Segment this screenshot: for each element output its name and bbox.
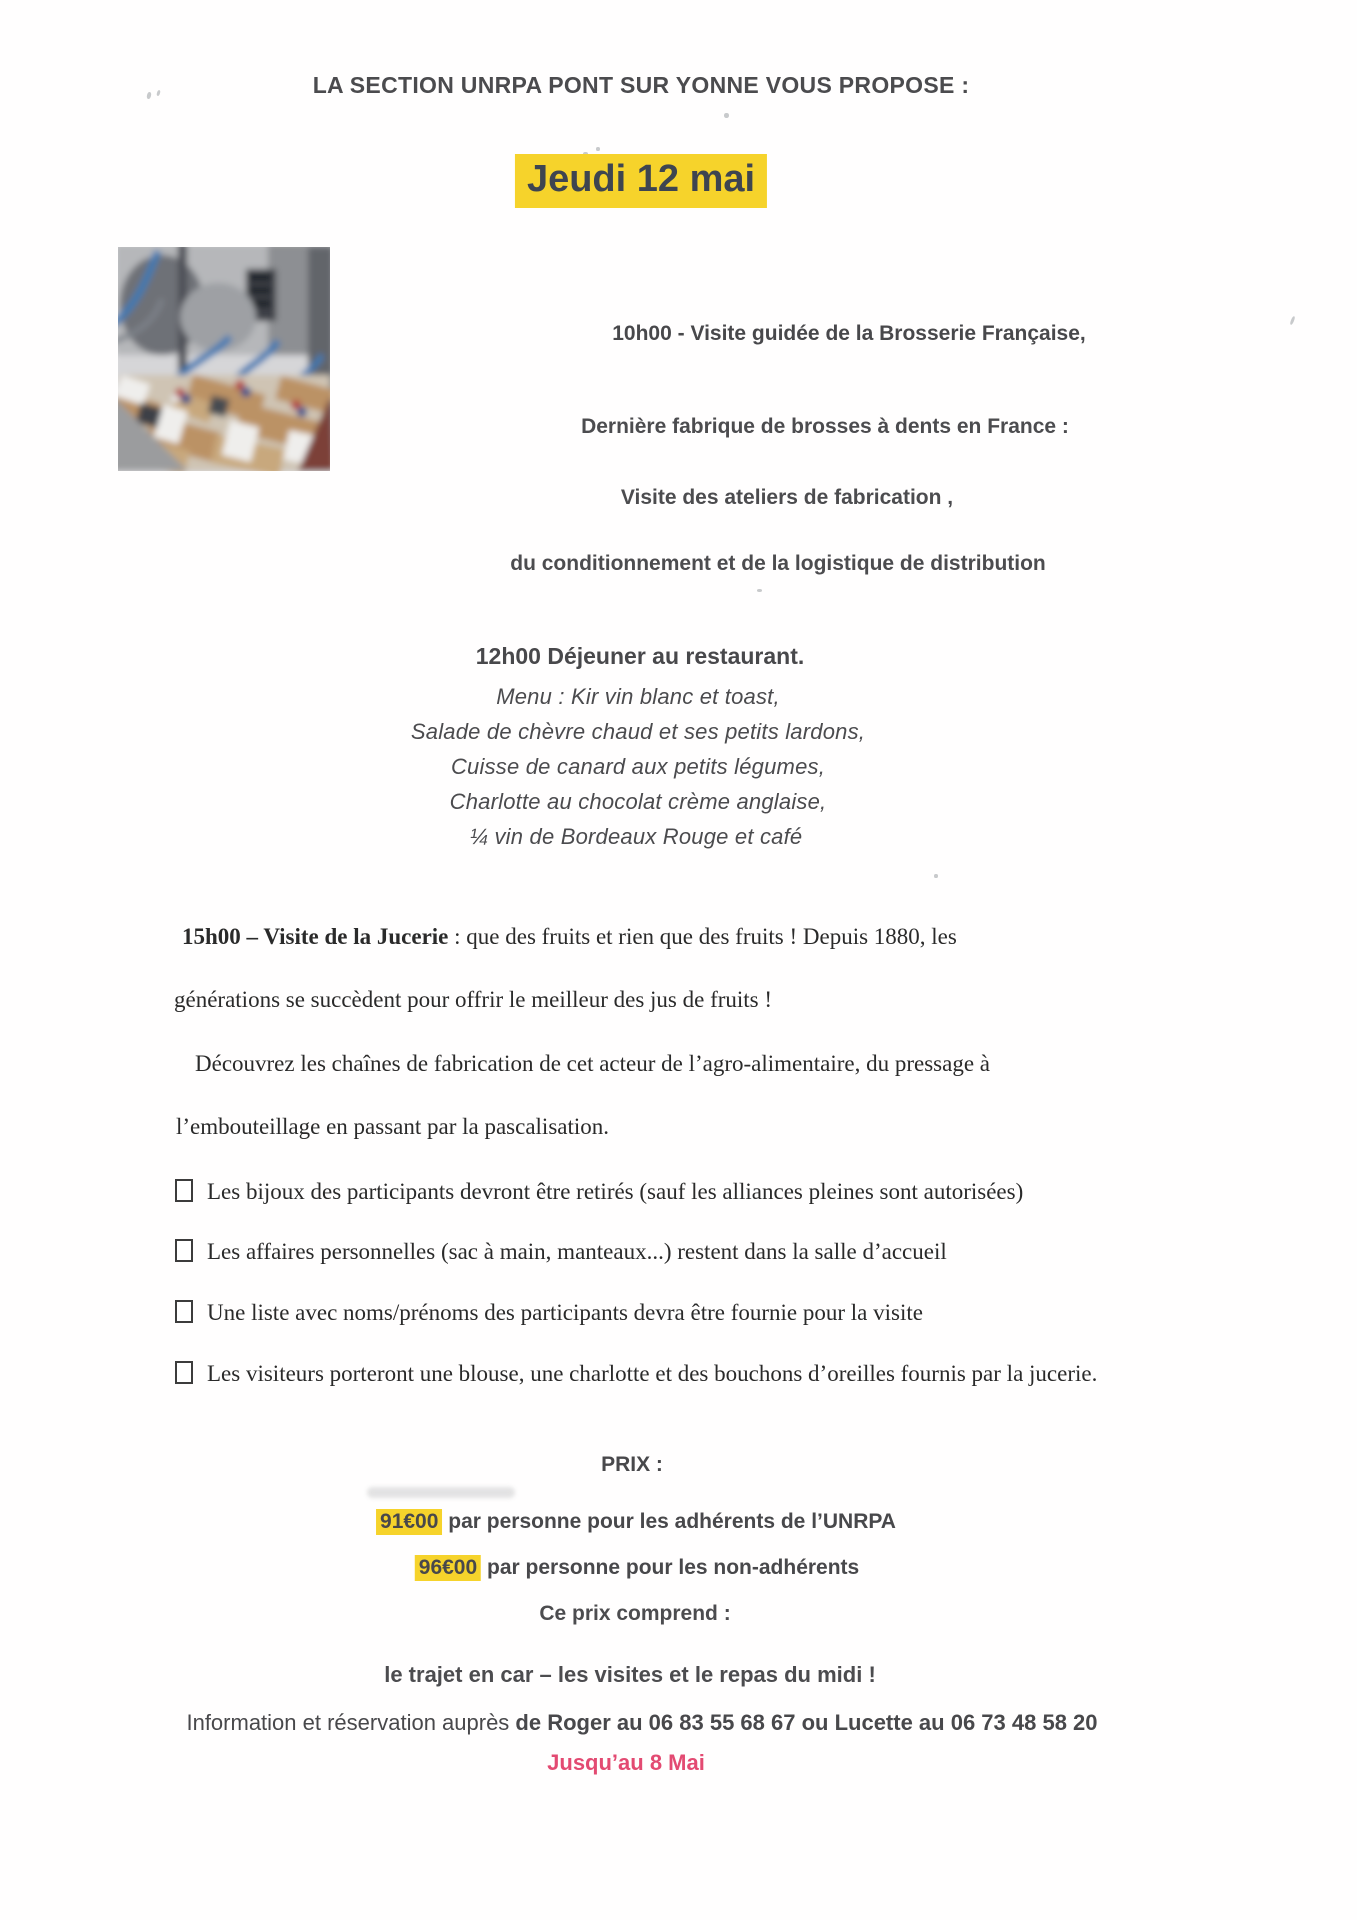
page-header: LA SECTION UNRPA PONT SUR YONNE VOUS PROPOSE : [312, 72, 970, 98]
menu-line-2: Salade de chèvre chaud et ses petits lardons, [410, 719, 866, 744]
scan-speck [1289, 316, 1295, 325]
brosserie-time-line: 10h00 - Visite guidée de la Brosserie Française, [612, 322, 1086, 345]
rule-text: Les visiteurs porteront une blouse, une charlotte et des bouchons d’oreilles fournis par la jucerie. [207, 1361, 1098, 1386]
rule-text: Une liste avec noms/prénoms des participants devra être fournie pour la visite [207, 1300, 923, 1325]
factory-photo [118, 247, 330, 471]
rule-item-2 [175, 1239, 947, 1265]
scan-speck [757, 589, 762, 592]
price-text: par personne pour les non-adhérents [481, 1556, 860, 1579]
rule-text: Les bijoux des participants devront être retirés (sauf les alliances pleines sont autorisées) [207, 1179, 1024, 1204]
jucerie-intro-time: 15h00 – Visite de la Jucerie [182, 924, 449, 949]
event-date-wrap [515, 160, 767, 200]
price-text: par personne pour les adhérents de l’UNRPA [442, 1510, 896, 1533]
scan-speck [596, 147, 600, 151]
menu-line-5: ¼ vin de Bordeaux Rouge et café [469, 824, 803, 849]
contact-phones: de Roger au 06 83 55 68 67 ou Lucette au 06 73 48 58 20 [515, 1710, 1098, 1735]
jucerie-line-2: générations se succèdent pour offrir le meilleur des jus de fruits ! [174, 987, 773, 1012]
contact-prefix: Information et réservation auprès [186, 1710, 516, 1735]
price-label: PRIX : [601, 1453, 663, 1476]
scan-speck [146, 92, 152, 100]
rule-item-1 [175, 1179, 1023, 1205]
rule-item-3 [175, 1300, 923, 1326]
includes-line: le trajet en car – les visites et le repas du midi ! [384, 1662, 876, 1687]
lunch-title: 12h00 Déjeuner au restaurant. [475, 643, 805, 669]
brosserie-desc-line-3: du conditionnement et de la logistique de distribution [510, 552, 1046, 575]
menu-line-4: Charlotte au chocolat crème anglaise, [449, 789, 827, 814]
jucerie-line-4: l’embouteillage en passant par la pascalisation. [176, 1114, 610, 1139]
brosserie-desc-line-2: Visite des ateliers de fabrication , [620, 486, 954, 509]
event-date-title: Jeudi 12 mai [515, 154, 767, 208]
price-line-members [376, 1510, 896, 1534]
jucerie-intro-rest: : que des fruits et rien que des fruits ! Depuis 1880, les [448, 924, 957, 949]
scan-speck [156, 90, 161, 97]
jucerie-line-3: Découvrez les chaînes de fabrication de cet acteur de l’agro-alimentaire, du pressage à [195, 1051, 991, 1076]
jucerie-intro [182, 924, 957, 950]
contact-line [186, 1710, 1097, 1736]
checkbox-icon [175, 1361, 193, 1384]
rule-text: Les affaires personnelles (sac à main, manteaux...) restent dans la salle d’accueil [207, 1239, 947, 1264]
scan-smudge [367, 1487, 515, 1498]
checkbox-icon [175, 1179, 193, 1202]
scan-speck [724, 113, 729, 118]
menu-line-1: Menu : Kir vin blanc et toast, [496, 684, 780, 709]
brosserie-desc-line-1: Dernière fabrique de brosses à dents en France : [581, 415, 1069, 438]
menu-line-3: Cuisse de canard aux petits légumes, [450, 754, 826, 779]
scan-speck [934, 874, 938, 878]
includes-label: Ce prix comprend : [539, 1602, 731, 1625]
checkbox-icon [175, 1300, 193, 1323]
deadline-note: Jusqu’au 8 Mai [547, 1750, 705, 1775]
checkbox-icon [175, 1239, 193, 1262]
price-amount-highlight: 96€00 [415, 1555, 481, 1581]
rule-item-4 [175, 1361, 1097, 1387]
price-amount-highlight: 91€00 [376, 1509, 442, 1535]
price-line-nonmembers [415, 1556, 859, 1580]
